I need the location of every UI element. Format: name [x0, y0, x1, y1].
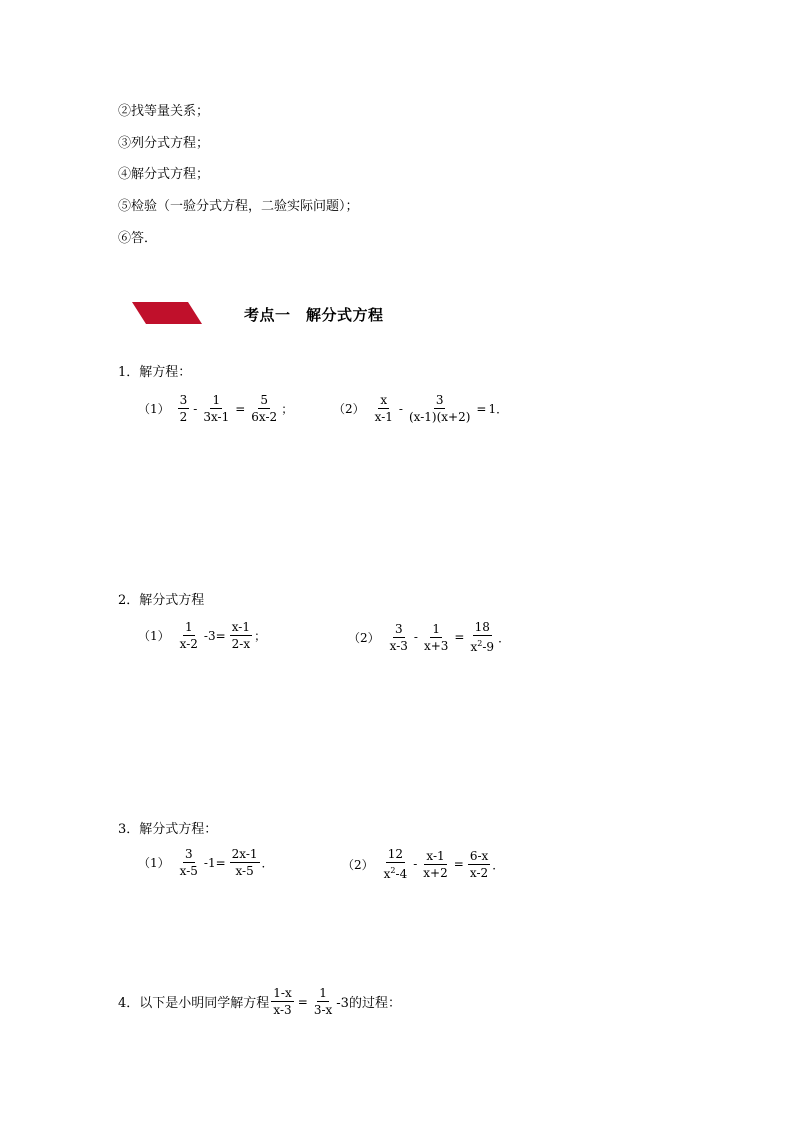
denominator: x+2	[423, 865, 448, 880]
fraction	[178, 620, 200, 651]
fraction	[201, 393, 231, 424]
q2-part1-equation	[138, 620, 266, 651]
numerator: 18	[474, 620, 490, 634]
q3-part1-equation	[138, 847, 274, 878]
numerator: 1	[319, 986, 327, 1000]
numerator: 1	[184, 620, 193, 634]
denominator	[382, 863, 410, 881]
denominator: (x-1)(x+2)	[408, 410, 471, 424]
q1-part2-equation	[333, 393, 508, 424]
stem-tail: -3的过程：	[336, 996, 401, 1011]
numerator: 1	[212, 393, 221, 407]
fraction	[230, 620, 252, 651]
denominator: x-5	[179, 864, 198, 878]
question-4-stem	[118, 986, 401, 1017]
numerator: 3	[184, 847, 193, 861]
denominator-base: x	[383, 867, 391, 881]
numerator: 3	[435, 393, 444, 407]
question-3-stem: 3．解分式方程：	[118, 822, 218, 837]
punctuation: ．	[492, 857, 505, 872]
operator: -1=	[203, 855, 226, 870]
part-label: （1）	[138, 629, 170, 643]
denominator: x-1	[374, 410, 393, 424]
question-2-stem: 2．解分式方程	[118, 593, 205, 608]
fraction	[468, 849, 490, 880]
denominator: 2	[179, 410, 188, 424]
fraction	[421, 849, 449, 880]
denominator-base: x	[470, 640, 478, 654]
numerator: x	[380, 393, 388, 407]
q2-part2-equation	[348, 620, 510, 654]
stem-text: 4．以下是小明同学解方程	[118, 996, 270, 1011]
step-3: ③列分式方程；	[118, 136, 210, 151]
numerator: 12	[387, 847, 404, 861]
step-5: ⑤检验（一验分式方程，二验实际问题）；	[118, 199, 359, 214]
denominator: x-5	[235, 864, 254, 878]
punctuation: ．	[261, 856, 274, 870]
right-hand-side: 1．	[488, 402, 509, 416]
denominator: x-2	[179, 637, 198, 651]
denominator: x-3	[389, 638, 408, 653]
exponent: 2	[477, 639, 483, 648]
operator: -	[413, 630, 418, 644]
denominator-tail: -4	[395, 867, 408, 881]
equals-sign: =	[454, 630, 465, 644]
fraction	[468, 620, 496, 654]
operator: -3=	[203, 628, 226, 643]
exponent: 2	[390, 866, 396, 875]
part-label: （2）	[348, 630, 380, 645]
fraction	[249, 393, 279, 424]
numerator: 1	[432, 621, 440, 636]
fraction	[178, 393, 190, 424]
denominator: 2-x	[231, 637, 251, 651]
punctuation: ．	[498, 630, 511, 645]
operator: -	[398, 401, 403, 416]
equals-sign: =	[297, 994, 308, 1009]
part-label: （2）	[342, 857, 374, 872]
q3-part2-equation	[342, 847, 504, 881]
fraction	[230, 847, 260, 878]
punctuation: ；	[281, 402, 294, 416]
punctuation: ；	[254, 629, 267, 643]
section-banner-bar	[132, 302, 202, 324]
denominator-tail: -9	[482, 640, 495, 654]
denominator: x+3	[423, 638, 449, 653]
numerator: x-1	[426, 848, 445, 863]
fraction	[373, 393, 395, 424]
q1-part1-equation	[138, 393, 293, 424]
denominator: x-3	[273, 1003, 292, 1017]
equals-sign: =	[453, 857, 464, 871]
denominator: x-2	[469, 865, 489, 880]
part-label: （1）	[138, 856, 170, 870]
fraction	[422, 622, 450, 653]
numerator: 3	[394, 621, 403, 636]
numerator: 5	[260, 393, 269, 407]
numerator: 6-x	[469, 848, 489, 863]
denominator: 3-x	[313, 1003, 333, 1017]
part-label: （1）	[138, 402, 170, 416]
equals-sign: =	[476, 401, 487, 416]
step-4: ④解分式方程；	[118, 167, 210, 182]
numerator: 1-x	[273, 986, 292, 1000]
step-2: ②找等量关系；	[118, 104, 210, 119]
numerator: 3	[179, 393, 188, 407]
operator: -	[413, 857, 418, 871]
fraction	[382, 847, 410, 881]
denominator	[468, 636, 496, 654]
part-label: （2）	[333, 402, 365, 416]
fraction	[407, 393, 472, 424]
operator: -	[193, 401, 198, 416]
question-1-stem: 1．解方程：	[118, 365, 192, 380]
numerator: x-1	[231, 620, 250, 634]
equals-sign: =	[235, 401, 246, 416]
fraction	[388, 622, 410, 653]
fraction	[271, 986, 293, 1017]
step-6: ⑥答．	[118, 231, 158, 246]
denominator: 6x-2	[251, 410, 278, 424]
denominator: 3x-1	[203, 410, 230, 424]
fraction	[312, 986, 334, 1017]
numerator: 2x-1	[231, 847, 258, 861]
section-title: 考点一 解分式方程	[244, 306, 384, 324]
fraction	[178, 847, 200, 878]
